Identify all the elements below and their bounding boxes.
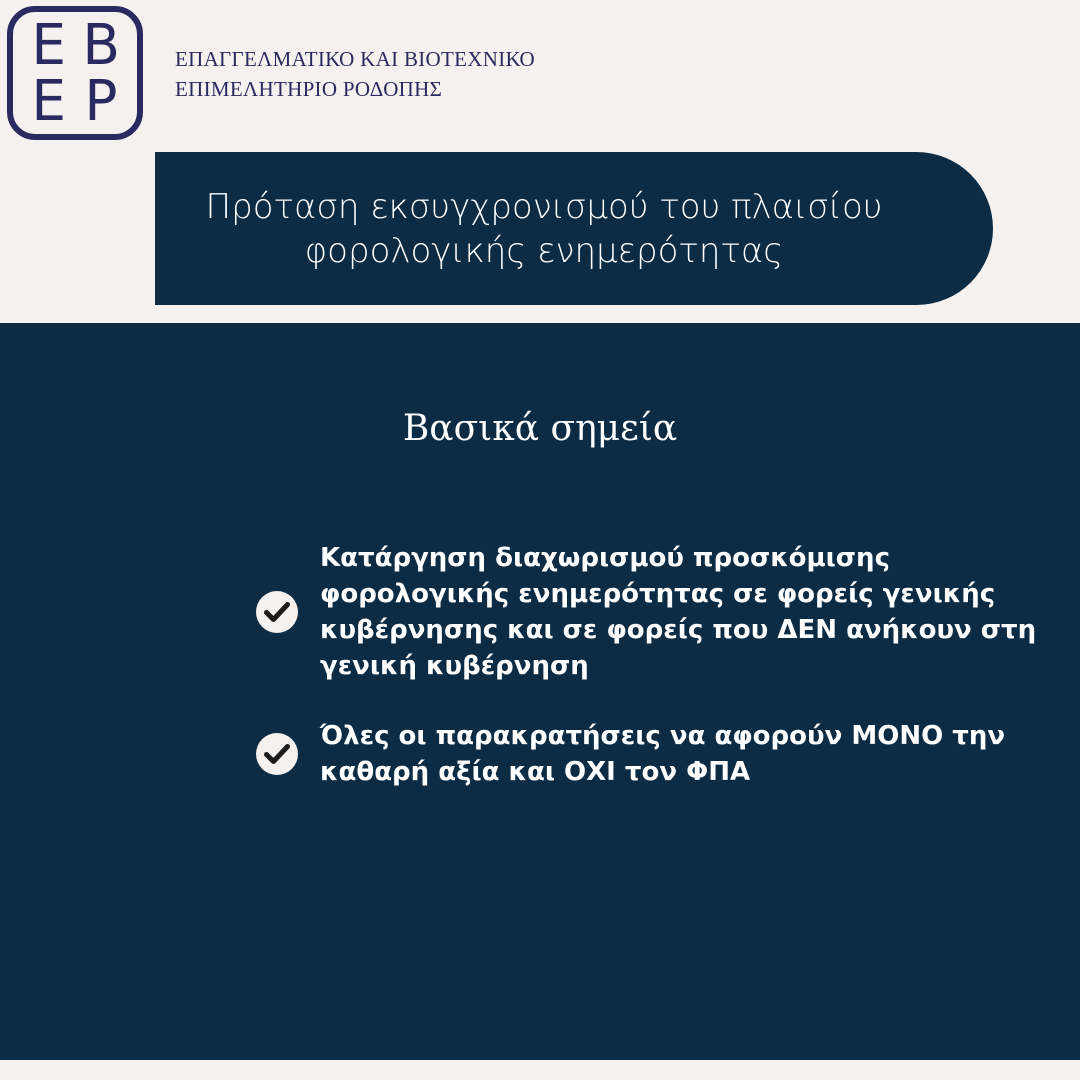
logo-letter-4: Ρ	[84, 69, 118, 134]
key-points-list	[256, 540, 1056, 824]
title-banner	[155, 152, 993, 305]
logo	[7, 6, 143, 140]
main-panel	[0, 323, 1080, 1060]
logo-letter-3: Ε	[31, 69, 67, 134]
logo-letter-2: Β	[82, 13, 120, 78]
page-title: Πρόταση εκσυγχρονισμού του πλαισίου φορολογικής ενημερότητας	[205, 186, 883, 271]
key-point-2	[256, 718, 1056, 790]
key-point-text: Όλες οι παρακρατήσεις να αφορούν ΜΟΝΟ την καθαρή αξία και ΟΧΙ τον ΦΠΑ	[320, 721, 1006, 787]
check-circle-icon	[256, 733, 298, 775]
key-point-text: Κατάργηση διαχωρισμού προσκόμισης φορολογικής ενημερότητας σε φορείς γενικής κυβέρνησης και σε φορείς που ΔΕΝ ανήκουν στη γενική κυβέρνηση	[320, 543, 1037, 681]
section-heading: Βασικά σημεία	[402, 408, 678, 449]
logo-letter-1: Ε	[31, 13, 67, 78]
key-point-1	[256, 540, 1056, 684]
organization-name-line-1: ΕΠΑΓΓΕΛΜΑΤΙΚΟ ΚΑΙ ΒΙΟΤΕΧΝΙΚΟ	[175, 47, 535, 71]
check-circle-icon	[256, 591, 298, 633]
organization-name-line-2: ΕΠΙΜΕΛΗΤΗΡΙΟ ΡΟΔΟΠΗΣ	[175, 77, 443, 101]
organization-name	[175, 44, 535, 104]
